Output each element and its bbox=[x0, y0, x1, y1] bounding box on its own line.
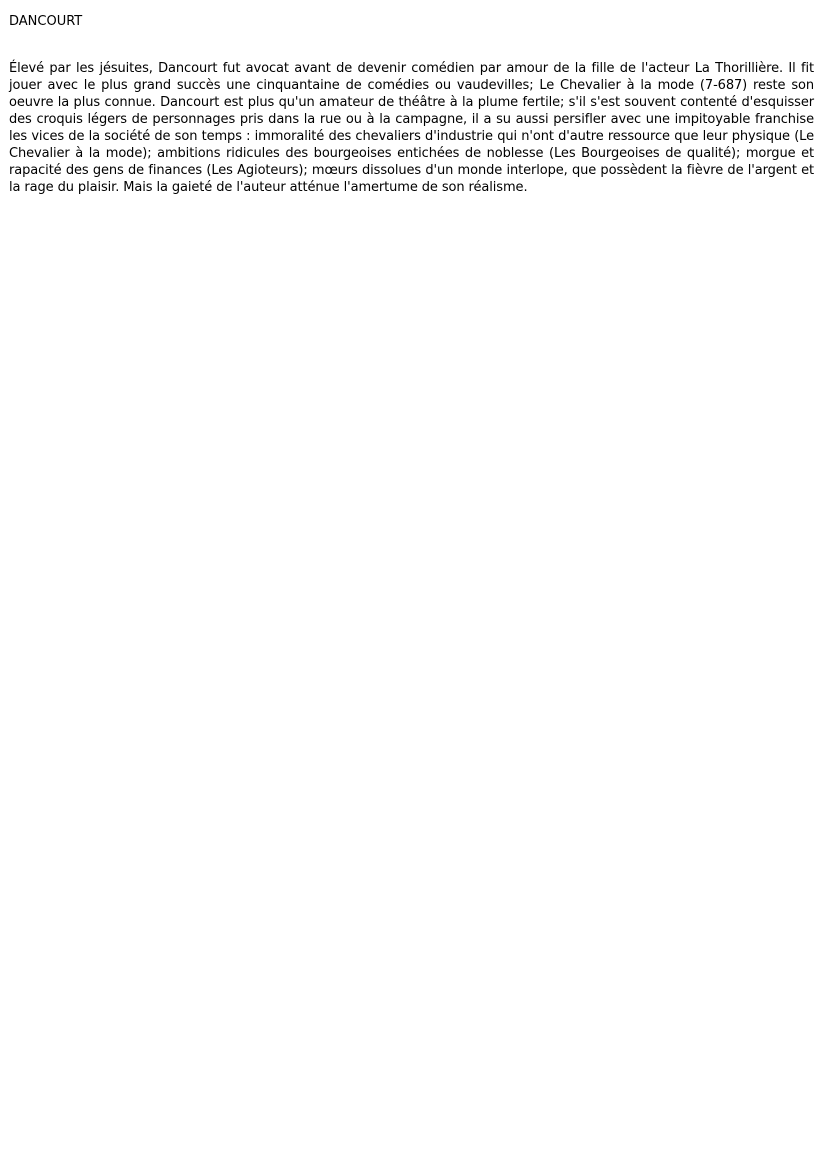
document-title: DANCOURT bbox=[9, 14, 83, 29]
document-page bbox=[9, 14, 814, 196]
document-body-paragraph: Élevé par les jésuites, Dancourt fut avocat avant de devenir comédien par amour de la fille de l'acteur La Thorillière. Il fit jouer avec le plus grand succès une cinquantaine de comédies ou vaudevilles; Le Chevalier à la mode (7-687) reste son oeuvre la plus connue. Dancourt est plus qu'un amateur de théâtre à la plume fertile; s'il s'est souvent contenté d'esquisser des croquis légers de personnages pris dans la rue ou à la campagne, il a su aussi persifler avec une impitoyable franchise les vices de la société de son temps : immoralité des chevaliers d'industrie qui n'ont d'autre ressource que leur physique (Le Chevalier à la mode); ambitions ridicules des bourgeoises entichées de noblesse (Les Bourgeoises de qualité); morgue et rapacité des gens de finances (Les Agioteurs); mœurs dissolues d'un monde interlope, que possèdent la fièvre de l'argent et la rage du plaisir. Mais la gaieté de l'auteur atténue l'amertume de son réalisme. bbox=[9, 61, 814, 195]
